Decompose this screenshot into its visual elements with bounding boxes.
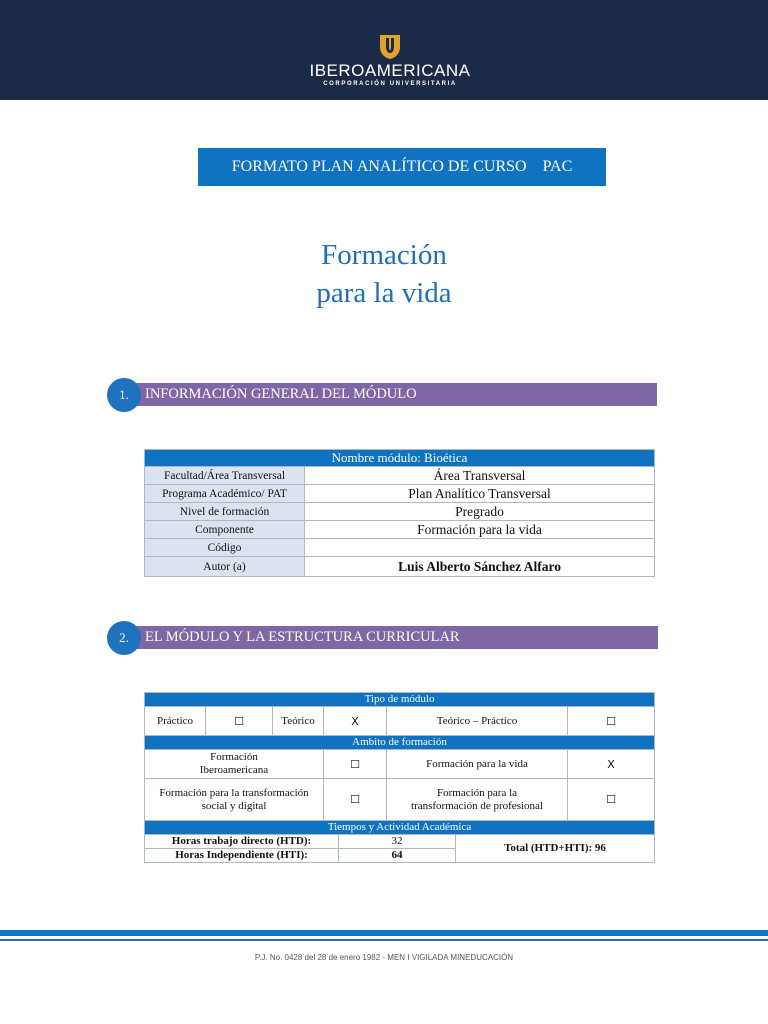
title-line-2: para la vida: [316, 277, 452, 309]
table-row: [145, 467, 655, 485]
practico-label: Práctico: [145, 707, 206, 736]
brand-name: IBEROAMERICANA: [309, 61, 471, 80]
teorico-checkbox: X: [324, 707, 387, 736]
title-line-1: Formación: [321, 239, 447, 271]
page-title: [234, 236, 534, 312]
htd-label: Horas trabajo directo (HTD):: [145, 835, 339, 849]
vida-checkbox: X: [568, 750, 655, 779]
brand-subtitle: CORPORACIÓN UNIVERSITARIA: [323, 81, 457, 87]
teorico-practico-checkbox: ☐: [568, 707, 655, 736]
table-row: [145, 557, 655, 577]
iberoamericana-checkbox: ☐: [324, 750, 387, 779]
practico-checkbox: ☐: [206, 707, 273, 736]
hti-label: Horas Independiente (HTI):: [145, 849, 339, 863]
curricular-structure-table: [144, 692, 655, 863]
social-checkbox: ☐: [324, 779, 387, 821]
footer-divider: [0, 930, 768, 936]
module-name-header: Nombre módulo: Bioética: [145, 450, 655, 467]
format-banner: FORMATO PLAN ANALÍTICO DE CURSO PAC: [198, 148, 606, 186]
table-row: [145, 521, 655, 539]
footer-legal-text: P.J. No. 0428 del 28 de enero 1982 - MEN I VIGILADA MINEDUCACIÓN: [254, 953, 514, 962]
hti-value: 64: [339, 849, 456, 863]
row-label: Programa Académico/ PAT: [145, 485, 305, 503]
vida-label: Formación para la vida: [387, 750, 568, 779]
htd-value: 32: [339, 835, 456, 849]
row-value: Pregrado: [305, 503, 655, 521]
row-value: Formación para la vida: [305, 521, 655, 539]
row-value: Área Transversal: [305, 467, 655, 485]
table-row: [145, 503, 655, 521]
teorico-practico-label: Teórico – Práctico: [387, 707, 568, 736]
general-info-table: [144, 449, 655, 577]
section-2-title: EL MÓDULO Y LA ESTRUCTURA CURRICULAR: [124, 626, 658, 649]
time-header: Tiempos y Actividad Académica: [145, 821, 655, 835]
row-label: Código: [145, 539, 305, 557]
footer-divider-thin: [0, 939, 768, 941]
row-label: Componente: [145, 521, 305, 539]
page-header: [0, 0, 768, 100]
row-label: Nivel de formación: [145, 503, 305, 521]
table-row: [145, 539, 655, 557]
iberoamericana-label: Formación Iberoamericana: [145, 750, 324, 779]
shield-u-logo-icon: [378, 34, 402, 60]
row-label: Autor (a): [145, 557, 305, 577]
module-type-header: Tipo de módulo: [145, 693, 655, 707]
row-value: Luis Alberto Sánchez Alfaro: [305, 557, 655, 577]
row-value: Plan Analítico Transversal: [305, 485, 655, 503]
section-2-number: 2.: [107, 621, 141, 655]
profesional-label: Formación para la transformación de profesional: [387, 779, 568, 821]
section-1-number: 1.: [107, 378, 141, 412]
section-1-title: INFORMACIÓN GENERAL DEL MÓDULO: [124, 383, 657, 406]
total-hours: Total (HTD+HTI): 96: [456, 835, 655, 863]
teorico-label: Teórico: [273, 707, 324, 736]
table-row: [145, 485, 655, 503]
social-label: Formación para la transformación social y digital: [145, 779, 324, 821]
row-value: [305, 539, 655, 557]
brand-logo: [300, 34, 480, 89]
row-label: Facultad/Área Transversal: [145, 467, 305, 485]
scope-header: Ambito de formación: [145, 736, 655, 750]
profesional-checkbox: ☐: [568, 779, 655, 821]
